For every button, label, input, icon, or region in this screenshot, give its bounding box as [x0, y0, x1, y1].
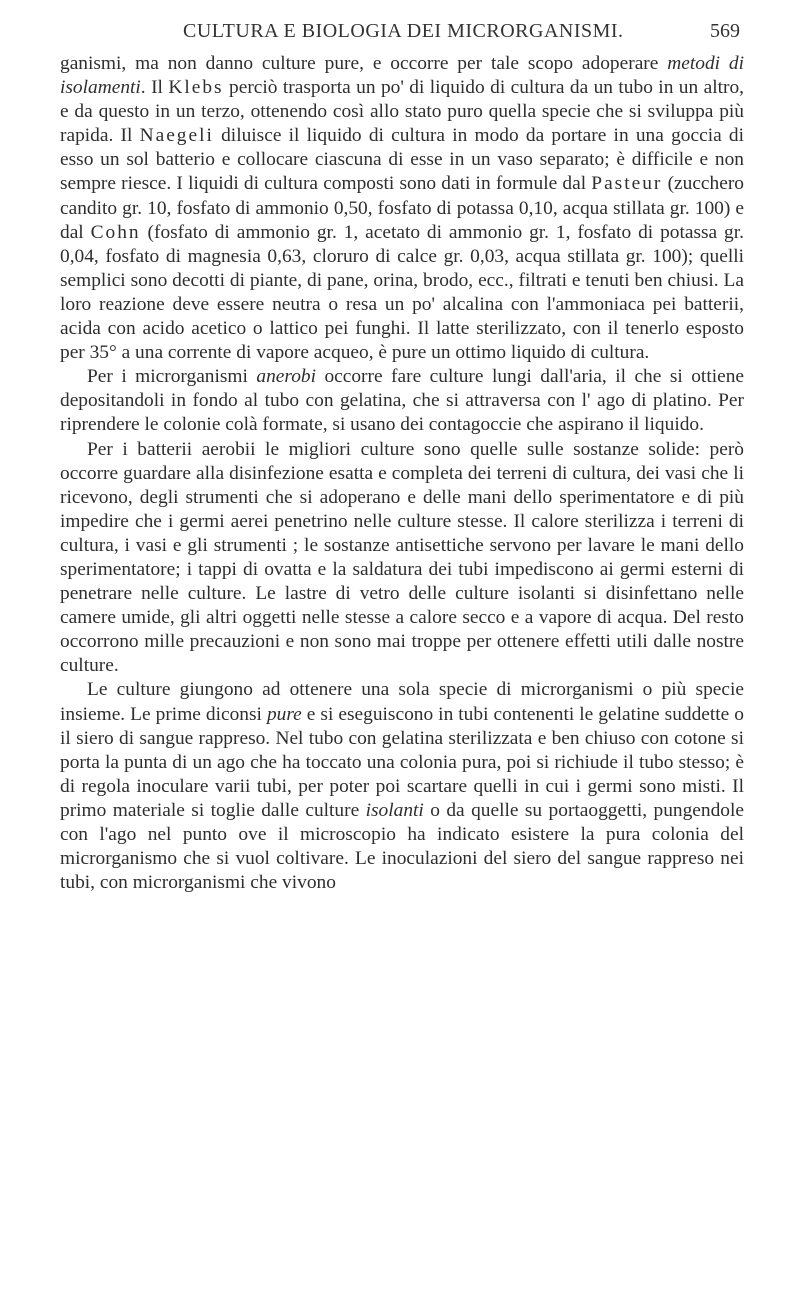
text-run: e si eseguiscono in tubi contenenti le gelatine suddette o il siero di sangue rappreso. Nel tubo con gelatina sterilizzata e ben chiuso con cotone si porta la punta di un ago che ha toccato una colonia pura, poi si richiude il tubo stesso; è di regola inoculare varii tubi, per poter poi scartare quelli in cui i germi sono misti. Il primo materiale si toglie dalle culture [60, 703, 745, 821]
text-run: Le culture giungono ad ottenere una sola specie di microrganismi o più specie insieme. Le prime diconsi [60, 679, 744, 725]
text-run: perciò trasporta un po' di liquido di cultura da un tubo in un altro, e da questo in un terzo, ottenendo così allo stato puro quella specie che si sviluppa più rapida. Il [60, 77, 744, 147]
italic-term: pure [266, 703, 302, 725]
body-text [60, 52, 744, 895]
text-run: occorre fare culture lungi dall'aria, il che si ottiene depositandoli in fondo al tubo con gelatina, che si attraversa con l' ago di platino. Per riprendere le colonie colà formate, si usano dei contagoccie che aspirano il liquido. [60, 366, 744, 436]
paragraph [60, 438, 744, 679]
italic-term: isolanti [365, 799, 424, 821]
text-run: diluisce il liquido di cultura in modo da portare in una goccia di esso un sol batterio e collocare ciascuna di esse in un vaso separato; è difficile e non sempre riesce. I liquidi di cultura composti sono dati in formule dal [60, 125, 744, 195]
text-run: Per i batterii aerobii le migliori culture sono quelle sulle sostanze solide: però occorre guardare alla disinfezione esatta e completa dei terreni di cultura, dei vasi che li ricevono, degli strumenti che si adoperano e delle mani dello sperimentatore e di più impedire che i germi aerei penetrino nelle culture stesse. Il calore sterilizza i terreni di cultura, i vasi e gli strumenti ; le sostanze antisettiche servono per lavare le mani dello sperimentatore; i tappi di ovatta e la saldatura dei tubi impediscono ai germi esterni di penetrare nelle culture. Le lastre di vetro delle culture isolanti si disinfettano nelle camere umide, gli altri oggetti nelle stesse a calore secco e a vapore di acqua. Del resto occorrono mille precauzioni e non sono mai troppe per ottenere effetti utili dalle nostre culture. [60, 438, 744, 677]
italic-term: metodi di isolamenti [60, 53, 744, 99]
text-run: (fosfato di ammonio gr. 1, acetato di ammonio gr. 1, fosfato di potassa gr. 0,04, fosfato di magnesia 0,63, cloruro di calce gr. 0,03, acqua stillata gr. 100); quelli semplici sono decotti di piante, di pane, orina, brodo, ecc., filtrati e tenuti ben chiusi. La loro reazione deve essere neutra o resa un po' alcalina con l'ammoniaca pei batterii, acida con acido acetico o lattico pei funghi. Il latte sterilizzato, con il tenerlo esposto per 35° a una corrente di vapore acqueo, è pure un ottimo liquido di cultura. [60, 221, 744, 364]
italic-term: anerobi [256, 366, 316, 388]
author-name: Pasteur [591, 173, 663, 195]
author-name: Cohn [90, 221, 141, 243]
text-run: . Il [140, 77, 169, 99]
paragraph [60, 365, 744, 437]
author-name: Klebs [168, 77, 224, 99]
author-name: Naegeli [139, 125, 214, 147]
running-title: CULTURA E BIOLOGIA DEI MICRORGANISMI. [183, 20, 624, 42]
text-run: (zucchero candito gr. 10, fosfato di ammonio 0,50, fosfato di potassa 0,10, acqua stillata gr. 100) e dal [60, 173, 744, 243]
text-run: Per i microrganismi [87, 366, 257, 388]
page-number: 569 [710, 20, 740, 42]
paragraph [60, 52, 744, 365]
text-run: o da quelle su portaoggetti, pungendole con l'ago nel punto ove il microscopio ha indicato esistere la pura colonia del microrganismo che si vuol coltivare. Le inoculazioni del siero del sangue rappreso nei tubi, con microrganismi che vivono [60, 799, 744, 894]
text-run: ganismi, ma non danno culture pure, e occorre per tale scopo adoperare [60, 53, 668, 74]
paragraph [60, 678, 744, 895]
running-head [0, 20, 800, 50]
